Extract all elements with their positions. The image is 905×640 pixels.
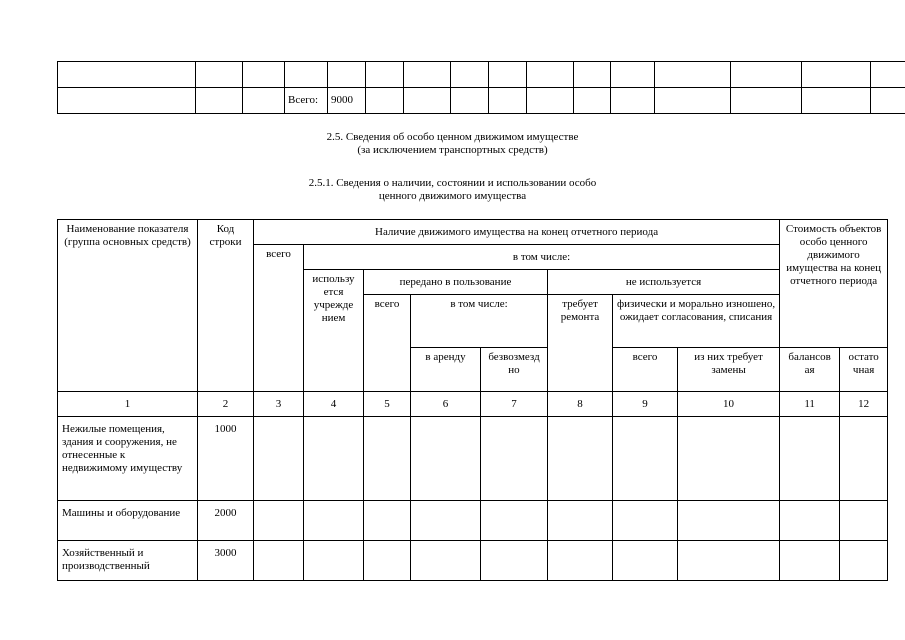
header-row-1 [58,220,888,245]
header-total: всего [254,245,304,392]
column-number: 5 [364,392,411,417]
header-rent: в аренду [411,348,481,392]
header-presence: Наличие движимого имущества на конец отчетного периода [254,220,780,245]
header-not-used: не используется [548,270,780,295]
header-code: Код строки [198,220,254,392]
row-name: Машины и оборудование [58,501,198,541]
total-label: Всего: [285,88,328,114]
row-name: Хозяйственный и производственный [58,541,198,581]
header-residual: остато чная [840,348,888,392]
top-table-row [58,62,905,88]
table-row [58,501,888,541]
section-heading-2-5-1: 2.5.1. Сведения о наличии, состоянии и использовании особо ценного движимого имущества [308,177,597,202]
header-transferred-total: всего [364,295,411,392]
column-number: 8 [548,392,613,417]
column-number: 11 [780,392,840,417]
column-number: 12 [840,392,888,417]
header-used: использу ется учрежде нием [304,270,364,392]
header-free: безвозмезд но [481,348,548,392]
header-replace: из них требует замены [678,348,780,392]
header-including: в том числе: [304,245,780,270]
row-code: 1000 [198,417,254,501]
header-worn-total: всего [613,348,678,392]
total-value: 9000 [328,88,366,114]
column-number: 3 [254,392,304,417]
header-repair: требует ремонта [548,295,613,392]
top-table-total-row [58,88,905,114]
header-name: Наименование показателя (группа основных средств) [58,220,198,392]
column-number: 2 [198,392,254,417]
column-number: 7 [481,392,548,417]
column-number-row [58,392,888,417]
header-cost: Стоимость объектов особо ценного движимого имущества на конец отчетного периода [780,220,888,348]
row-name: Нежилые помещения, здания и сооружения, не отнесенные к недвижимому имуществу [58,417,198,501]
table-row [58,541,888,581]
table-row [58,417,888,501]
row-code: 2000 [198,501,254,541]
header-transferred: передано в пользование [364,270,548,295]
header-balance: балансов ая [780,348,840,392]
header-worn: физически и морально изношено, ожидает согласования, списания [613,295,780,348]
column-number: 10 [678,392,780,417]
column-number: 6 [411,392,481,417]
top-table [57,61,905,114]
section-heading-2-5: 2.5. Сведения об особо ценном движимом имуществе (за исключением транспортных средств) [326,131,579,156]
column-number: 1 [58,392,198,417]
column-number: 9 [613,392,678,417]
main-table [57,219,888,581]
header-transferred-including: в том числе: [411,295,548,348]
column-number: 4 [304,392,364,417]
row-code: 3000 [198,541,254,581]
